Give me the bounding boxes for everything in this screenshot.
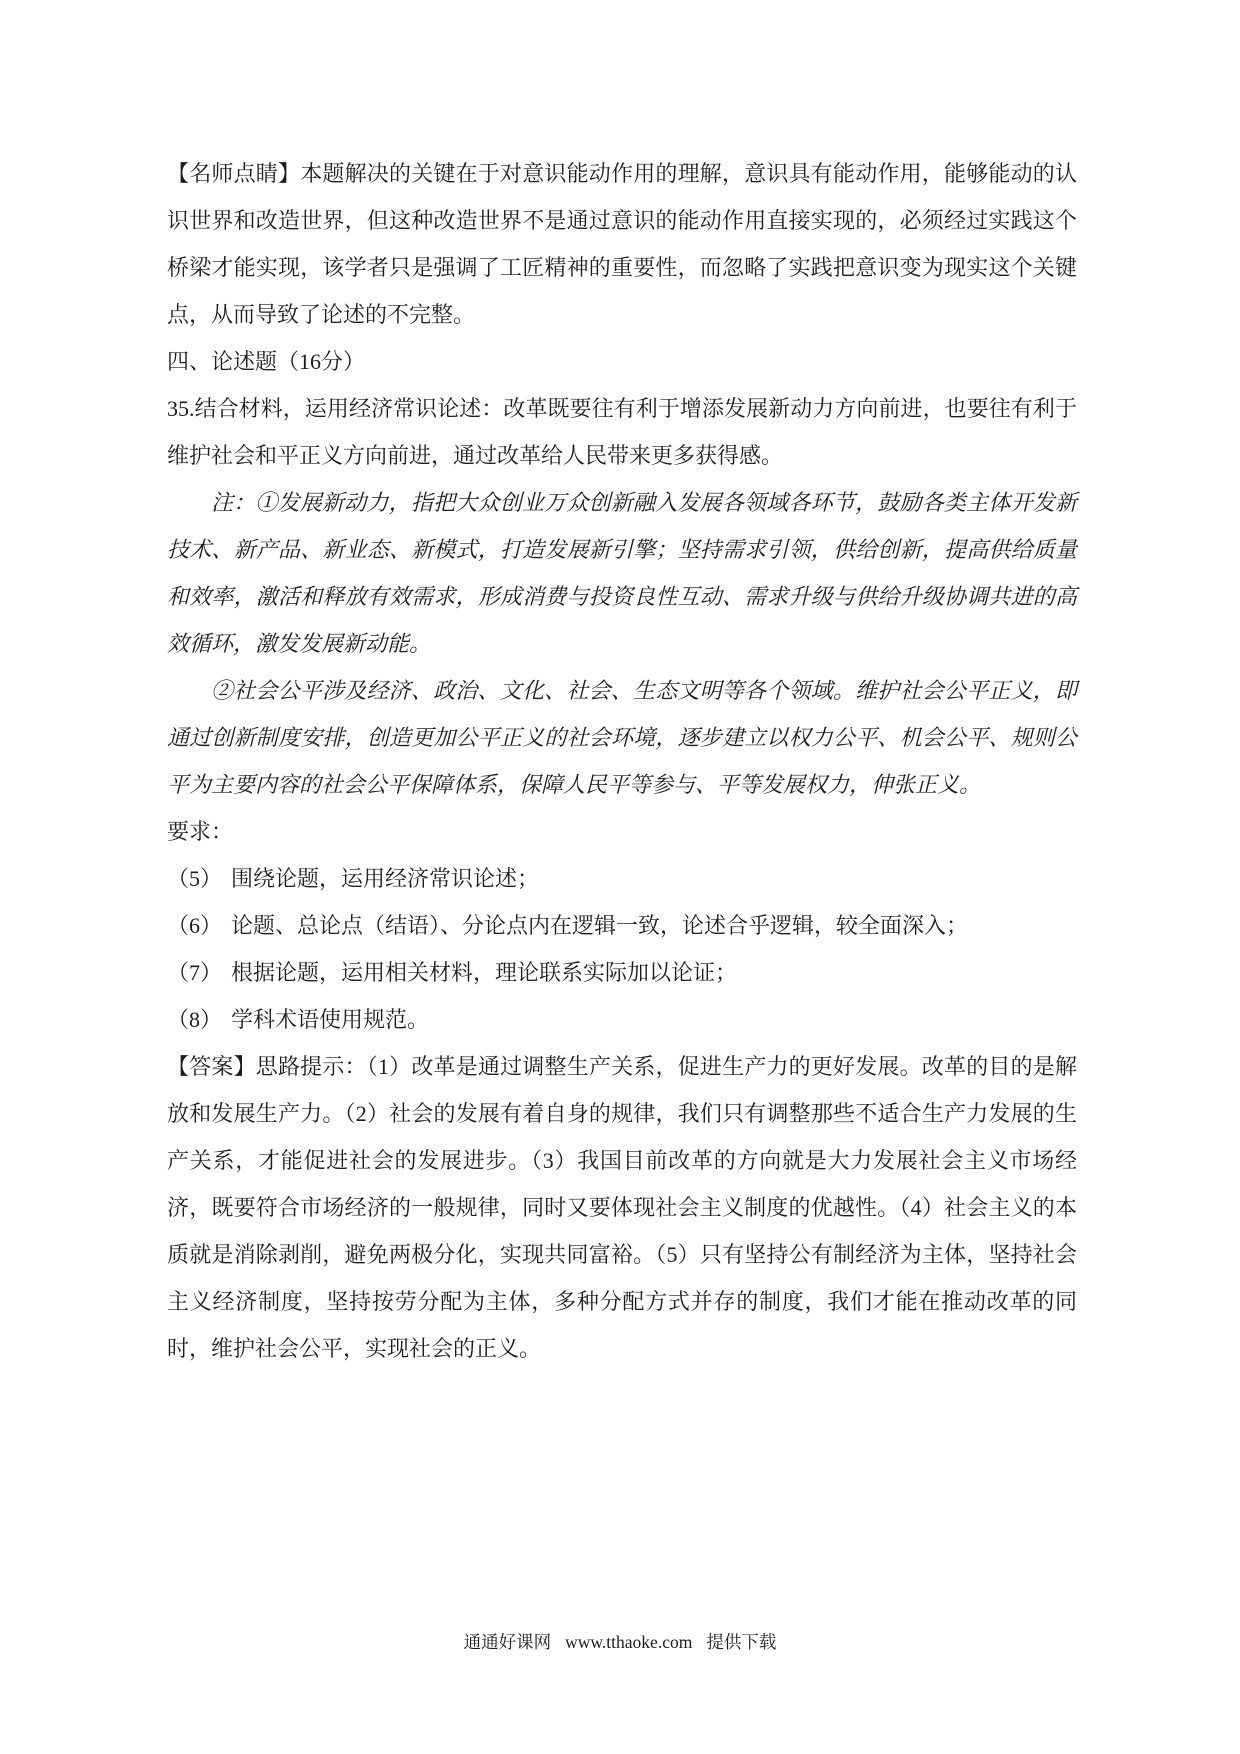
requirement-text: 学科术语使用规范。	[231, 1007, 430, 1032]
requirement-text: 围绕论题，运用经济常识论述；	[231, 866, 540, 891]
requirement-item-7	[167, 949, 1077, 996]
footer-site-name: 通通好课网	[463, 1632, 552, 1652]
footer-url: www.tthaoke.com	[565, 1632, 693, 1652]
requirement-item-8	[167, 996, 1077, 1043]
requirement-item-6	[167, 902, 1077, 949]
document-body	[167, 150, 1077, 1372]
note-2-paragraph: ②社会公平涉及经济、政治、文化、社会、生态文明等各个领域。维护社会公平正义，即通过创新制度安排，创造更加公平正义的社会环境，逐步建立以权力公平、机会公平、规则公平为主要内容的社会公平保障体系，保障人民平等参与、平等发展权力，伸张正义。	[167, 678, 1077, 797]
requirement-text: 论题、总论点（结语）、分论点内在逻辑一致，论述合乎逻辑，较全面深入；	[231, 913, 969, 938]
teacher-note-paragraph: 【名师点睛】本题解决的关键在于对意识能动作用的理解，意识具有能动作用，能够能动的认识世界和改造世界，但这种改造世界不是通过意识的能动作用直接实现的，必须经过实践这个桥梁才能实现，该学者只是强调了工匠精神的重要性，而忽略了实践把意识变为现实这个关键点，从而导致了论述的不完整。	[167, 161, 1077, 327]
question-35-paragraph: 35.结合材料，运用经济常识论述：改革既要往有利于增添发展新动力方向前进，也要往有利于维护社会和平正义方向前进，通过改革给人民带来更多获得感。	[167, 396, 1077, 468]
requirement-text: 根据论题，运用相关材料，理论联系实际加以论证；	[231, 960, 738, 985]
requirements-label: 要求：	[167, 819, 234, 844]
requirement-number: （5）	[167, 866, 223, 891]
requirement-number: （8）	[167, 1007, 223, 1032]
note-1-paragraph: 注：①发展新动力，指把大众创业万众创新融入发展各领域各环节，鼓励各类主体开发新技术、新产品、新业态、新模式，打造发展新引擎；坚持需求引领，供给创新，提高供给质量和效率，激活和释放有效需求，形成消费与投资良性互动、需求升级与供给升级协调共进的高效循环，激发发展新动能。	[167, 490, 1077, 656]
requirement-item-5	[167, 855, 1077, 902]
footer-download-label: 提供下载	[706, 1632, 777, 1652]
page-footer	[0, 1630, 1240, 1654]
section-heading: 四、论述题（16分）	[167, 349, 366, 374]
requirement-number: （6）	[167, 913, 223, 938]
answer-paragraph: 【答案】思路提示：（1）改革是通过调整生产关系，促进生产力的更好发展。改革的目的是解放和发展生产力。（2）社会的发展有着自身的规律，我们只有调整那些不适合生产力发展的生产关系，才能促进社会的发展进步。（3）我国目前改革的方向就是大力发展社会主义市场经济，既要符合市场经济的一般规律，同时又要体现社会主义制度的优越性。（4）社会主义的本质就是消除剥削，避免两极分化，实现共同富裕。（5）只有坚持公有制经济为主体，坚持社会主义经济制度，坚持按劳分配为主体，多种分配方式并存的制度，我们才能在推动改革的同时，维护社会公平，实现社会的正义。	[167, 1054, 1077, 1361]
requirement-number: （7）	[167, 960, 223, 985]
